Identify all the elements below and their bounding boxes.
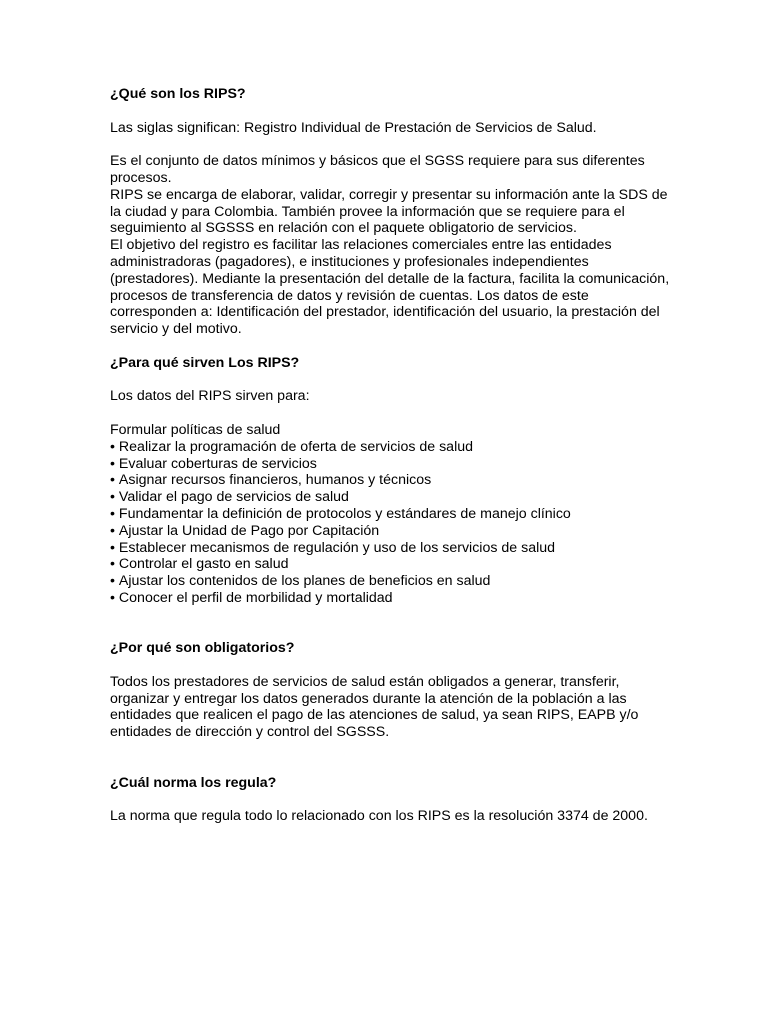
list-item: • Validar el pago de servicios de salud [110,489,670,506]
section-heading-obligatorios: ¿Por qué son obligatorios? [110,640,295,657]
list-item: • Ajustar los contenidos de los planes de beneficios en salud [110,573,670,590]
section-heading-norma: ¿Cuál norma los regula? [110,774,277,791]
paragraph-formular: Formular políticas de salud [110,421,281,438]
paragraph-conjunto-datos: Es el conjunto de datos mínimos y básicos que el SGSS requiere para sus diferentes procesos. [110,153,645,186]
section-heading-para-que: ¿Para qué sirven Los RIPS? [110,354,300,371]
paragraph-norma-resolucion: La norma que regula todo lo relacionado con los RIPS es la resolución 3374 de 2000. [110,808,648,825]
list-item: • Controlar el gasto en salud [110,556,670,573]
paragraph-sirven-para: Los datos del RIPS sirven para: [110,388,310,405]
list-item: • Establecer mecanismos de regulación y uso de los servicios de salud [110,540,670,557]
list-item: • Ajustar la Unidad de Pago por Capitación [110,523,670,540]
paragraph-rips-elabora: RIPS se encarga de elaborar, validar, corregir y presentar su información ante la SDS de la ciudad y para Colombia. También provee la información que se requiere para el seguimiento al SGSSS en relación con el paquete obligatorio de servicios. [110,186,668,237]
document-page [110,86,670,825]
paragraph-objetivo: El objetivo del registro es facilitar las relaciones comerciales entre las entidades administradoras (pagadores), e instituciones y profesionales independientes (prestadores). Mediante la presentación del detalle de la factura, facilita la comunicación, procesos de transferencia de datos y revisión de cuentas. Los datos de este corresponden a: Identificación del prestador, identificación del usuario, la prestación del servicio y del motivo. [110,237,670,338]
section-heading-que-son: ¿Qué son los RIPS? [110,86,246,102]
list-item: • Fundamentar la definición de protocolos y estándares de manejo clínico [110,506,670,523]
list-item: • Realizar la programación de oferta de servicios de salud [110,439,670,456]
list-item: • Conocer el perfil de morbilidad y mortalidad [110,590,670,607]
list-item: • Evaluar coberturas de servicios [110,456,670,473]
uses-list [110,439,670,607]
paragraph-siglas: Las siglas significan: Registro Individual de Prestación de Servicios de Salud. [110,119,597,136]
paragraph-prestadores-obligados: Todos los prestadores de servicios de salud están obligados a generar, transferir, organizar y entregar los datos generados durante la atención de la población a las entidades que realicen el pago de las atenciones de salud, ya sean RIPS, EAPB y/o entidades de dirección y control del SGSSS. [110,673,639,741]
list-item: • Asignar recursos financieros, humanos y técnicos [110,472,670,489]
